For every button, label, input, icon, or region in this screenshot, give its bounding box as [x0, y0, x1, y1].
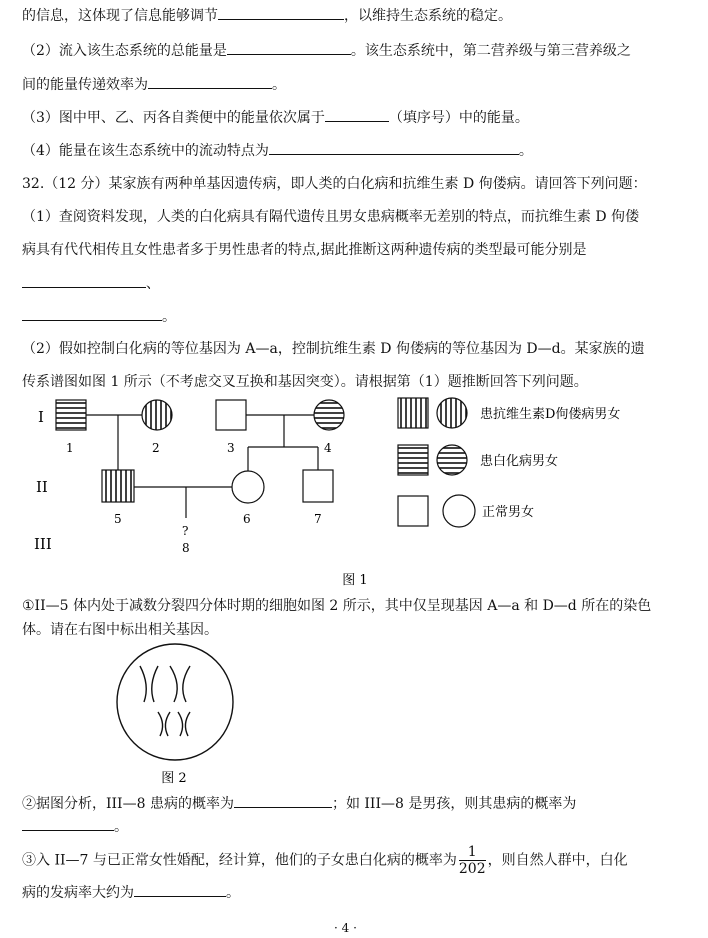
text-line-c1a: ①II—5 体内处于减数分裂四分体时期的细胞如图 2 所示，其中仅呈现基因 A—a 和 D—d 所在的染色: [22, 598, 652, 614]
text-line-p1b: 病具有代代相传且女性患者多于男性患者的特点,据此推断这两种遗传病的类型最可能分别是: [22, 242, 587, 258]
individual-number: 6: [243, 512, 251, 526]
legend-albinism-female-symbol: [437, 445, 467, 475]
answer-blank[interactable]: [22, 816, 114, 831]
answer-blank[interactable]: [218, 5, 344, 20]
text-line-5: （4）能量在该生态系统中的流动特点为 。: [22, 140, 533, 161]
text-line-c4: 病的发病率大约为 。: [22, 882, 240, 903]
answer-blank[interactable]: [148, 74, 272, 89]
individual-1-albinism-male: [56, 400, 86, 430]
text-line-4: （3）图中甲、乙、丙各自粪便中的能量依次属于 （填序号）中的能量。: [22, 107, 529, 128]
text-line-p1c: 、: [22, 273, 160, 294]
individual-number: 1: [66, 441, 74, 455]
generation-label: I: [38, 408, 44, 426]
answer-blank[interactable]: [227, 40, 351, 55]
individual-number: 4: [324, 441, 332, 455]
individual-2-rickets-female: [142, 400, 172, 430]
individual-number: 7: [314, 512, 322, 526]
answer-blank[interactable]: [22, 306, 162, 321]
text-line-p1d: 。: [22, 306, 176, 327]
text-line-c3: ③入 II—7 与已正常女性婚配，经计算，他们的子女患白化病的概率为 $\frac{1}{202}$ ，则自然人群中，白化: [22, 844, 628, 877]
cell-outline: [117, 644, 233, 760]
legend-rickets-male-symbol: [398, 398, 428, 428]
text-line-p2b: 传系谱图如图 1 所示（不考虑交叉互换和基因突变）。请根据第（1）题推断回答下列问题。: [22, 374, 588, 390]
figure-1-caption: 图 1: [342, 573, 368, 588]
legend-rickets-female-symbol: [437, 398, 467, 428]
cell-figure-2[interactable]: [100, 640, 250, 790]
individual-6-normal-female: [232, 471, 264, 503]
pedigree-figure-1: [0, 392, 708, 592]
figure-2-caption: 图 2: [161, 771, 187, 786]
unknown-mark: ?: [182, 524, 189, 538]
individual-number: 5: [114, 512, 122, 526]
generation-label: III: [34, 535, 52, 553]
page-number: · 4 ·: [334, 921, 357, 935]
text-line-1: 的信息，这体现了信息能够调节 ，以维持生态系统的稳定。: [22, 5, 512, 26]
answer-blank[interactable]: [269, 140, 519, 155]
legend-label: 患白化病男女: [480, 454, 559, 469]
legend-normal-female-symbol: [443, 495, 475, 527]
answer-blank[interactable]: [22, 273, 146, 288]
individual-5-rickets-male: [102, 470, 134, 502]
legend-albinism-male-symbol: [398, 445, 428, 475]
text-line-c2a: ②据图分析，III—8 患病的概率为 ；如 III—8 是男孩，则其患病的概率为: [22, 793, 576, 814]
text-line-c2c: 。: [22, 816, 128, 837]
individual-number: 8: [182, 541, 190, 555]
text-line-c1b: 体。请在右图中标出相关基因。: [22, 622, 218, 638]
fraction: $\frac{1}{202}$: [458, 844, 486, 877]
text-line-p2a: （2）假如控制白化病的等位基因为 A—a，控制抗维生素 D 佝偻病的等位基因为 D—d。某家族的遗: [22, 341, 645, 357]
individual-4-albinism-female: [314, 400, 344, 430]
answer-blank[interactable]: [234, 793, 332, 808]
legend-normal-male-symbol: [398, 496, 428, 526]
legend-label: 患抗维生素D佝偻病男女: [480, 407, 621, 422]
answer-blank[interactable]: [134, 882, 226, 897]
text-line-3: 间的能量传递效率为 。: [22, 74, 286, 95]
individual-number: 3: [227, 441, 235, 455]
generation-label: II: [36, 478, 48, 496]
individual-number: 2: [152, 441, 160, 455]
text-line-2: （2）流入该生态系统的总能量是 。该生态系统中，第二营养级与第三营养级之: [22, 40, 631, 61]
text-line-p1a: （1）查阅资料发现，人类的白化病具有隔代遗传且男女患病概率无差别的特点，而抗维生素 D 佝偻: [22, 209, 640, 225]
question-32-heading: 32.（12 分）某家族有两种单基因遗传病，即人类的白化病和抗维生素 D 佝偻病。请回答下列问题：: [22, 176, 647, 192]
individual-7-normal-male: [303, 470, 333, 502]
answer-blank[interactable]: [325, 107, 389, 122]
individual-3-normal-male: [216, 400, 246, 430]
legend-label: 正常男女: [482, 505, 535, 520]
